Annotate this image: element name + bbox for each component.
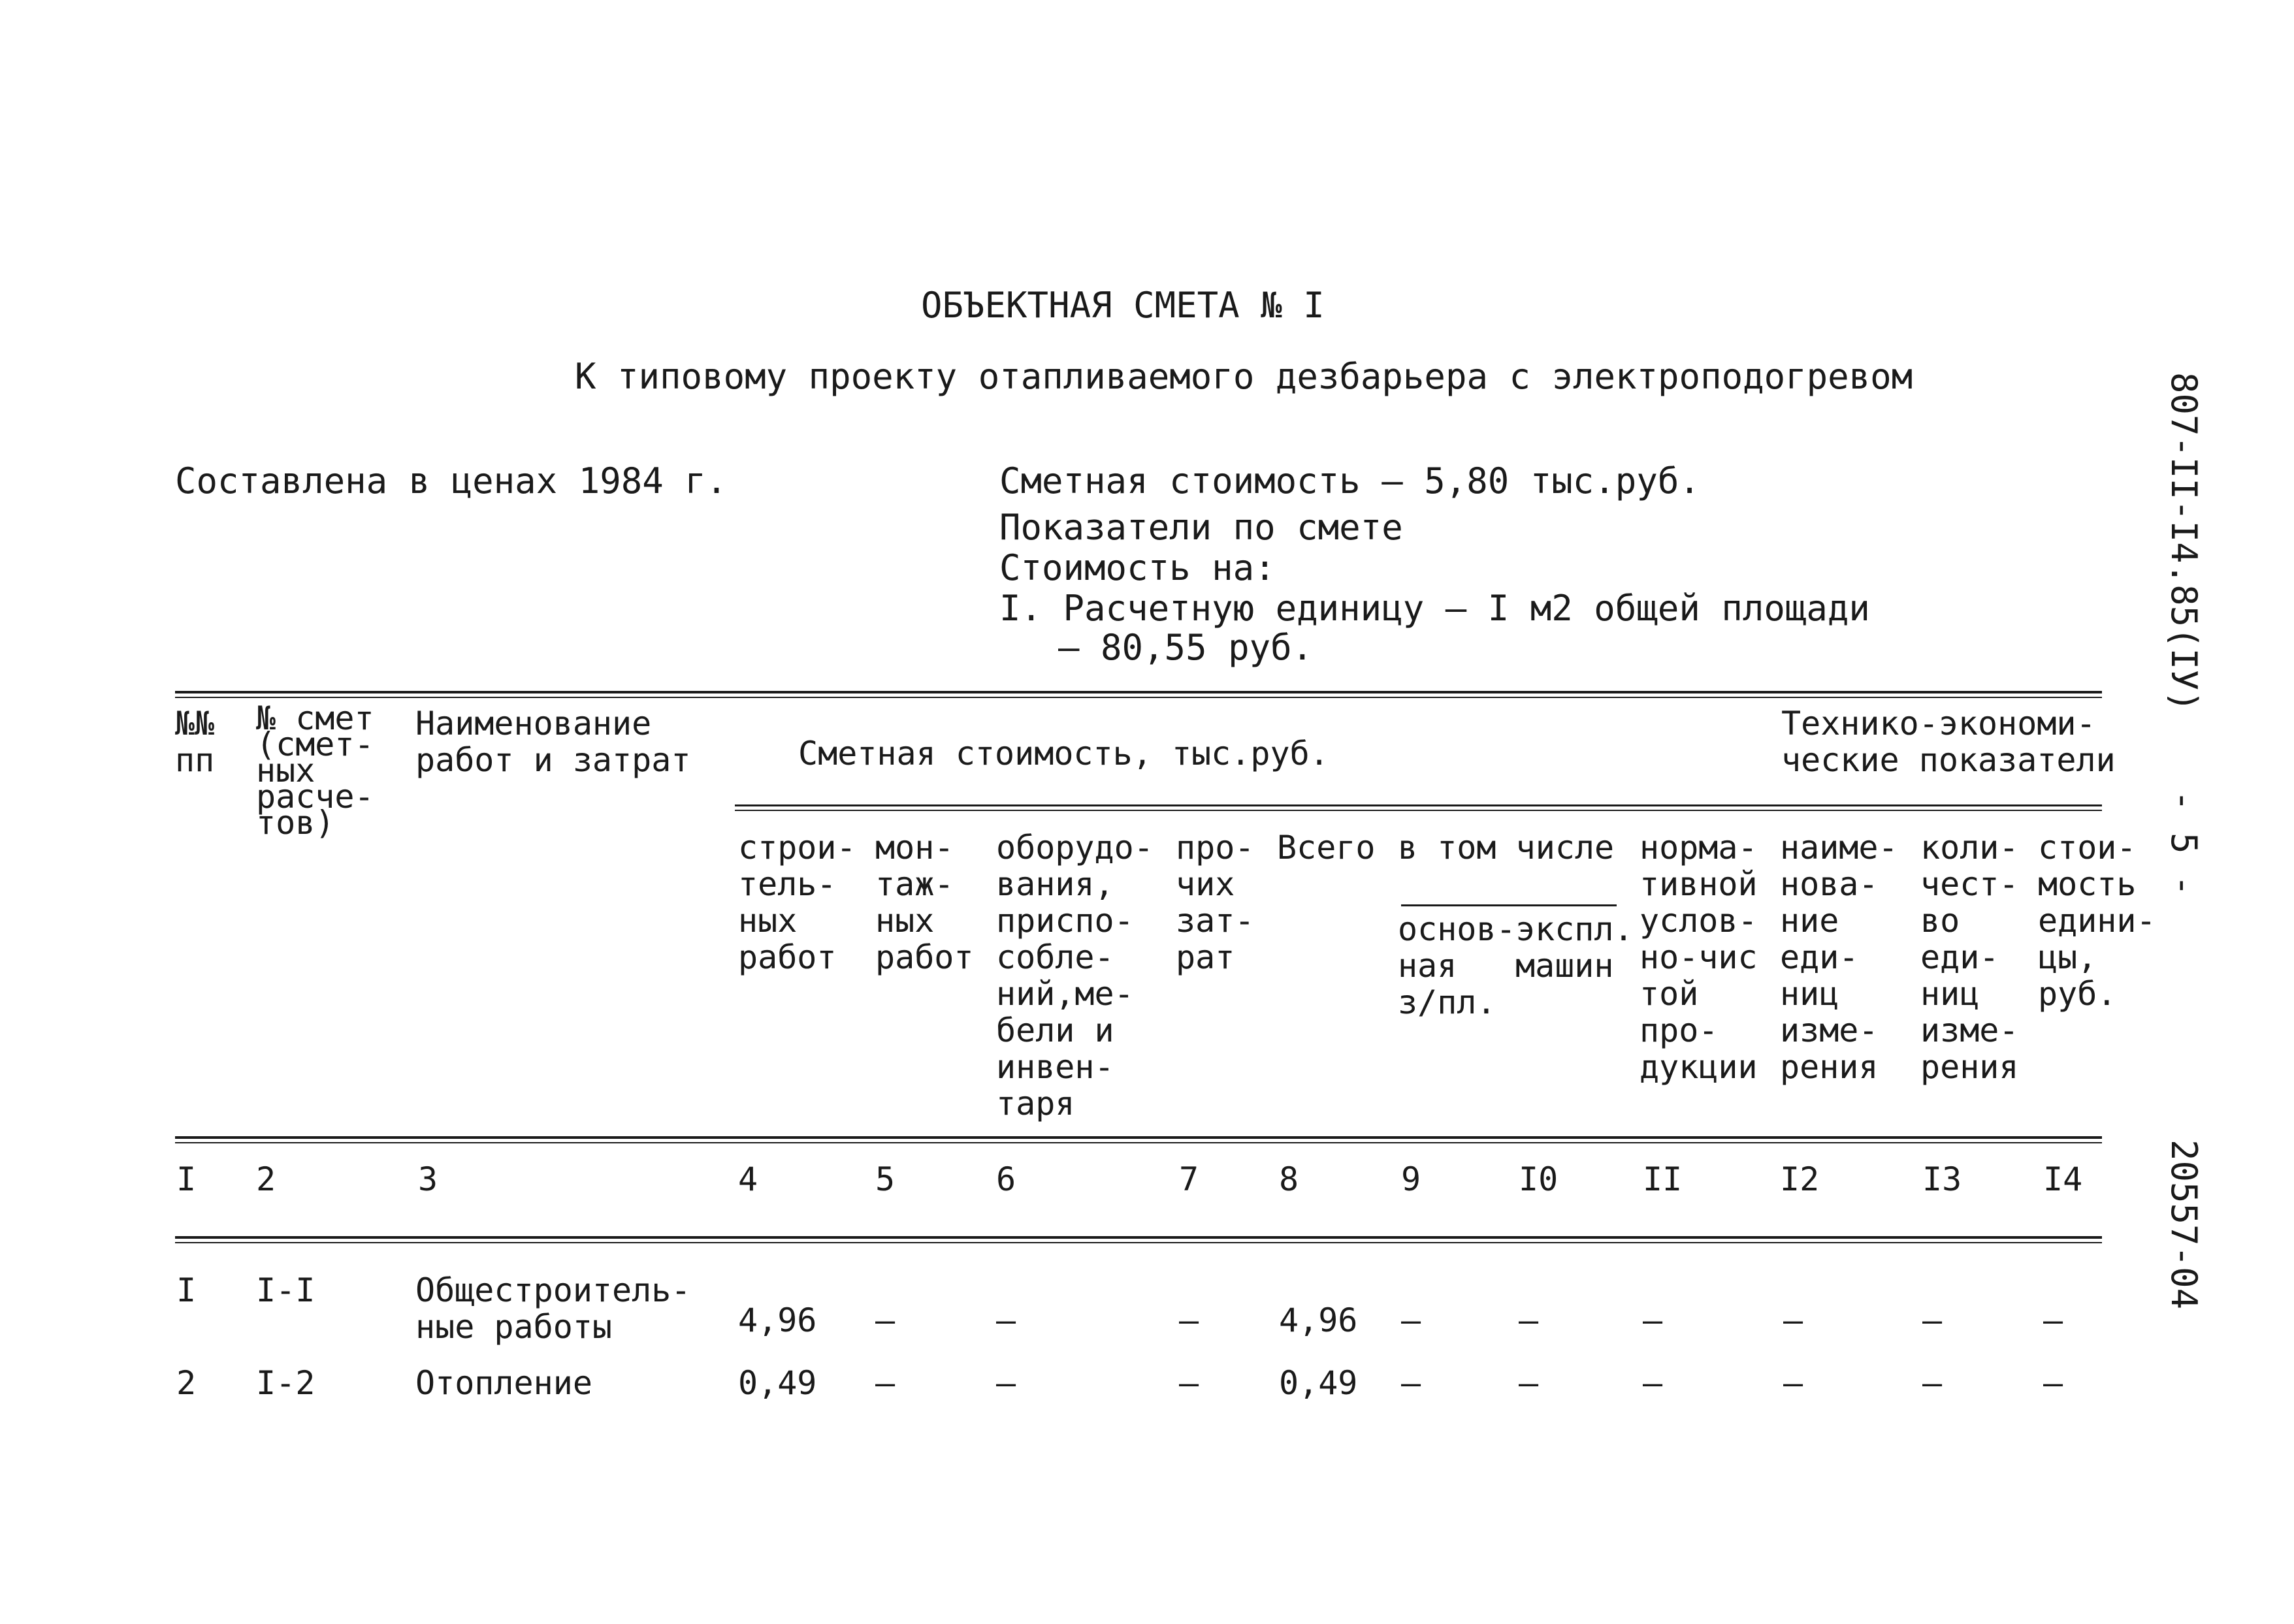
header-col-8: Всего — [1277, 829, 1376, 867]
header-col-7: про- чих зат- рат — [1176, 829, 1255, 976]
unit-cost: – — [2043, 1364, 2063, 1402]
total-cost: 0,49 — [1279, 1364, 1358, 1402]
estimate-number: I-2 — [256, 1364, 315, 1402]
column-number: I0 — [1519, 1160, 1559, 1198]
unit-cost: – — [2043, 1301, 2063, 1339]
base-wages: – — [1401, 1364, 1421, 1402]
subheader-rule-inner — [735, 810, 2102, 811]
construction-cost: 0,49 — [738, 1364, 817, 1402]
equipment-cost: – — [996, 1301, 1016, 1339]
cost-line: Сметная стоимость – 5,80 тыс.руб. — [999, 460, 1700, 502]
header-col-10: экспл. машин — [1515, 910, 1634, 985]
column-number: 6 — [996, 1160, 1016, 1198]
machine-operation: – — [1519, 1301, 1539, 1339]
work-name: Общестроитель- ные работы — [415, 1271, 691, 1346]
cost-on-label: Стоимость на: — [999, 547, 1276, 588]
header-col-14: стои- мость едини- цы, руб. — [2038, 829, 2156, 1013]
unit-quantity: – — [1922, 1364, 1943, 1402]
in-that-number-rule — [1401, 904, 1617, 906]
header-col-6: оборудо- вания, приспо- собле- ний,ме- бели и инвен- таря — [996, 829, 1154, 1122]
prices-note: Составлена в ценах 1984 г. — [175, 460, 728, 502]
other-cost: – — [1179, 1364, 1199, 1402]
unit-name: – — [1783, 1364, 1803, 1402]
column-number: 4 — [738, 1160, 758, 1198]
column-number: I2 — [1780, 1160, 1820, 1198]
header-col-13: коли- чест- во еди- ниц изме- рения — [1920, 829, 2019, 1086]
header-col-12: наиме- нова- ние еди- ниц изме- рения — [1780, 829, 1898, 1086]
column-number: 9 — [1401, 1160, 1421, 1198]
header-bottom-rule — [175, 1136, 2102, 1139]
net-product: – — [1643, 1301, 1663, 1339]
estimate-number: I-I — [256, 1271, 315, 1309]
row-number: 2 — [176, 1364, 197, 1402]
header-bottom-rule-inner — [175, 1142, 2102, 1143]
column-number: I — [176, 1160, 197, 1198]
column-number: 3 — [418, 1160, 438, 1198]
base-wages: – — [1401, 1301, 1421, 1339]
unit-cost-line-2: – 80,55 руб. — [1058, 627, 1314, 668]
total-cost: 4,96 — [1279, 1301, 1358, 1339]
installation-cost: – — [875, 1364, 896, 1402]
header-col-11: норма- тивной услов- но-чис той про- дукции — [1640, 829, 1758, 1086]
column-number: I3 — [1922, 1160, 1962, 1198]
table-top-rule-inner — [175, 697, 2102, 698]
column-number: I4 — [2043, 1160, 2083, 1198]
header-col-5: мон- таж- ных работ — [875, 829, 974, 976]
header-group-tech: Технико-экономи- ческие показатели — [1781, 705, 2116, 779]
numbers-bottom-rule — [175, 1236, 2102, 1239]
column-number: 5 — [875, 1160, 896, 1198]
unit-cost-line-1: I. Расчетную единицу – I м2 общей площади — [999, 588, 1870, 629]
construction-cost: 4,96 — [738, 1301, 817, 1339]
subheader-rule — [735, 804, 2102, 806]
machine-operation: – — [1519, 1364, 1539, 1402]
row-number: I — [176, 1271, 197, 1309]
page-number-label: - 5 - — [2163, 790, 2205, 897]
document-title: ОБЪЕКТНАЯ СМЕТА № I — [921, 285, 1325, 326]
equipment-cost: – — [996, 1364, 1016, 1402]
project-code-label: 807-II-I4.85(IУ) — [2163, 372, 2205, 712]
header-col-4: строи- тель- ных работ — [738, 829, 856, 976]
header-col-3: Наименование работ и затрат — [415, 705, 691, 779]
column-number: 8 — [1279, 1160, 1299, 1198]
header-group-cost: Сметная стоимость, тыс.руб. — [798, 735, 1329, 772]
header-col-2: № смет (смет- ных расче- тов) — [256, 699, 374, 842]
installation-cost: – — [875, 1301, 896, 1339]
header-col-1: №№ пп — [175, 705, 215, 779]
column-number: II — [1643, 1160, 1683, 1198]
column-number: 2 — [256, 1160, 276, 1198]
document-subtitle: К типовому проекту отапливаемого дезбарьера с электроподогревом — [575, 356, 1913, 397]
header-group-in-that-number: в том числе — [1398, 829, 1615, 867]
numbers-bottom-rule-inner — [175, 1242, 2102, 1243]
album-number-label: 20557-04 — [2163, 1139, 2205, 1310]
unit-quantity: – — [1922, 1301, 1943, 1339]
column-number: 7 — [1179, 1160, 1199, 1198]
net-product: – — [1643, 1364, 1663, 1402]
other-cost: – — [1179, 1301, 1199, 1339]
indicators-title: Показатели по смете — [999, 507, 1403, 548]
header-col-9: основ- ная з/пл. — [1398, 910, 1516, 1021]
unit-name: – — [1783, 1301, 1803, 1339]
table-top-rule — [175, 691, 2102, 693]
work-name: Отопление — [415, 1364, 592, 1402]
